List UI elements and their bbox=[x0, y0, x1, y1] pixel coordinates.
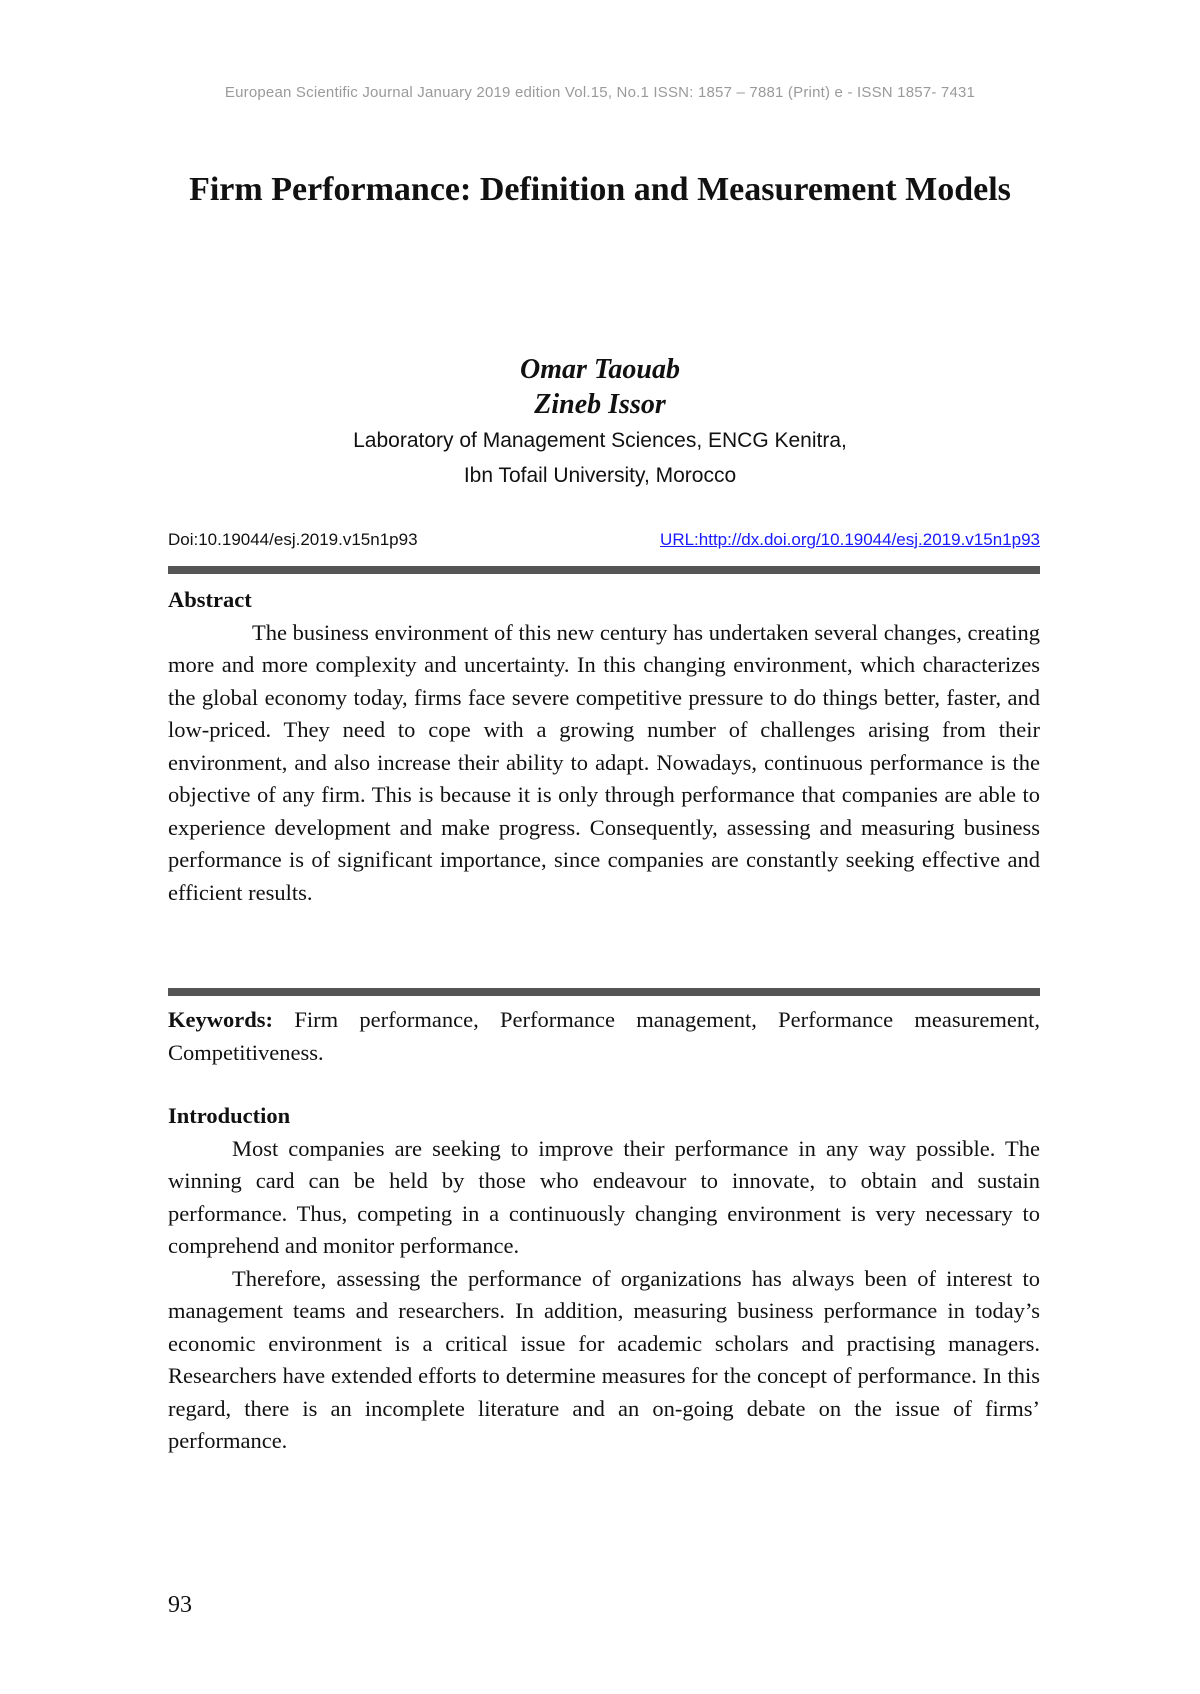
introduction-heading: Introduction bbox=[168, 1103, 291, 1128]
page-number: 93 bbox=[168, 1592, 192, 1618]
affiliation-line: Ibn Tofail University, Morocco bbox=[463, 464, 737, 487]
abstract-section bbox=[168, 584, 1040, 909]
abstract-heading: Abstract bbox=[168, 587, 252, 612]
keywords-text: Firm performance, Performance management, Performance measurement, Competitiveness. bbox=[168, 1007, 1041, 1065]
keywords-section bbox=[168, 1004, 1040, 1069]
section-divider bbox=[168, 988, 1040, 996]
doi-text: Doi:10.19044/esj.2019.v15n1p93 bbox=[168, 530, 418, 549]
author-name: Zineb Issor bbox=[534, 389, 666, 420]
abstract-text: The business environment of this new century has undertaken several changes, creating more and more complexity and uncertainty. In this changing environment, which characterizes the global economy today, firms face severe competitive pressure to do things better, faster, and low-priced. They need to cope with a growing number of challenges arising from their environment, and also increase their ability to adapt. Nowadays, continuous performance is the objective of any firm. This is because it is only through performance that companies are able to experience development and make progress. Consequently, assessing and measuring business performance is of significant importance, since companies are constantly seeking effective and efficient results. bbox=[168, 619, 1040, 905]
introduction-section bbox=[168, 1100, 1040, 1458]
author-name: Omar Taouab bbox=[519, 354, 680, 385]
running-header: European Scientific Journal January 2019 edition Vol.15, No.1 ISSN: 1857 – 7881 (Print) e - ISSN 1857- 7431 bbox=[224, 84, 976, 101]
doi-url-link[interactable]: URL:http://dx.doi.org/10.19044/esj.2019.v15n1p93 bbox=[660, 530, 1040, 549]
introduction-paragraph: Therefore, assessing the performance of organizations has always been of interest to management teams and researchers. In addition, measuring business performance in today’s economic environment is a critical issue for academic scholars and practising managers. Researchers have extended efforts to determine measures for the concept of performance. In this regard, there is an incomplete literature and an on-going debate on the issue of firms’ performance. bbox=[168, 1265, 1040, 1453]
affiliation-line: Laboratory of Management Sciences, ENCG Kenitra, bbox=[353, 429, 847, 452]
paper-title: Firm Performance: Definition and Measurement Models bbox=[189, 171, 1011, 208]
introduction-paragraph: Most companies are seeking to improve their performance in any way possible. The winning card can be held by those who endeavour to innovate, to obtain and sustain performance. Thus, competing in a continuously changing environment is very necessary to comprehend and monitor performance. bbox=[168, 1135, 1040, 1258]
keywords-label: Keywords: bbox=[168, 1007, 273, 1032]
author-block bbox=[150, 352, 1050, 492]
section-divider bbox=[168, 566, 1040, 574]
